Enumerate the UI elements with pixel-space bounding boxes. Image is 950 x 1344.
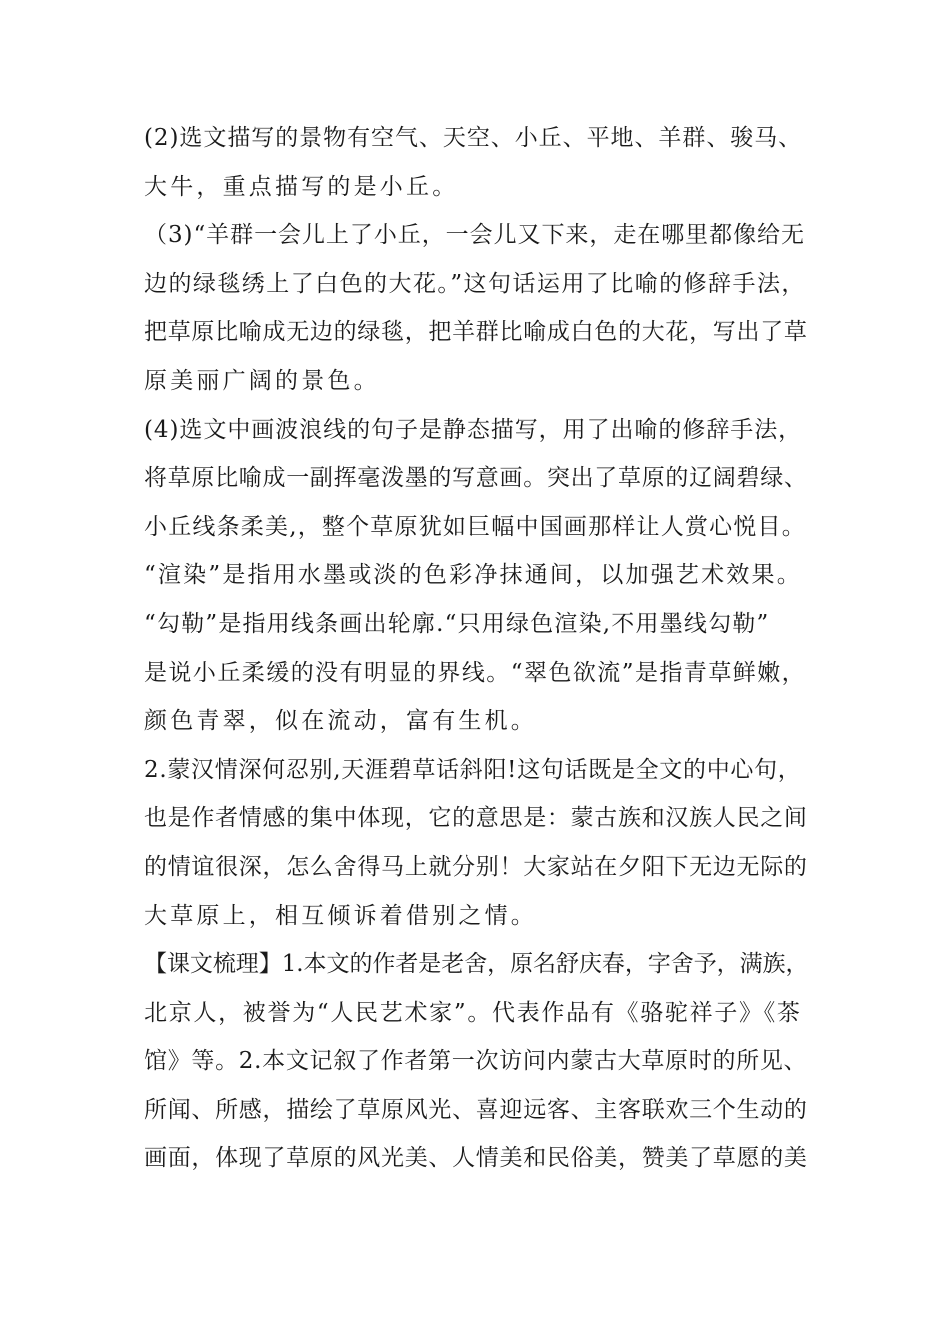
text-line: 所闻、所感，描绘了草原风光、喜迎远客、主客联欢三个生动的 <box>144 1096 808 1123</box>
text-line: 大牛，重点描写的是小丘。 <box>144 173 459 200</box>
text-line: 原美丽广阔的景色。 <box>144 367 380 394</box>
text-line: 北京人，被誉为“人民艺术家”。代表作品有《骆驼祥子》《茶 <box>144 999 802 1026</box>
text-line: “渲染”是指用水墨或淡的色彩净抹通间，以加强艺术效果。 <box>144 562 802 589</box>
text-line: (4)选文中画波浪线的句子是静态描写，用了出喻的修辞手法， <box>144 416 803 443</box>
text-line: 小丘线条柔美,，整个草原犹如巨幅中国画那样让人赏心悦目。 <box>144 513 806 540</box>
document-body <box>144 114 808 1183</box>
text-line: 大草原上，相互倾诉着借别之情。 <box>144 902 537 929</box>
text-line: “勾勒”是指用线条画出轮廓.“只用绿色渲染,不用墨线勾勒” <box>144 610 770 637</box>
text-line: 的情谊很深，怎么舍得马上就分别！大家站在夕阳下无边无际的 <box>144 853 808 880</box>
text-line: (2)选文描写的景物有空气、天空、小丘、平地、羊群、骏马、 <box>144 125 803 151</box>
text-line: 将草原比喻成一副挥毫泼墨的写意画。突出了草原的辽阔碧绿、 <box>144 465 808 492</box>
text-line: 颜色青翠，似在流动，富有生机。 <box>144 708 537 735</box>
text-line: 馆》等。2.本文记叙了作者第一次访问内蒙古大草原时的所见、 <box>144 1048 808 1075</box>
text-line: 边的绿毯绣上了白色的大花。”这句话运用了比喻的修辞手法， <box>144 270 806 297</box>
text-line: （3)“羊群一会儿上了小丘，一会儿又下来，走在哪里都像给无 <box>144 222 805 249</box>
text-line: 是说小丘柔缓的没有明显的界线。“翠色欲流”是指青草鲜嫩， <box>144 659 807 686</box>
text-line: 画面，体现了草原的风光美、人情美和民俗美，赞美了草愿的美 <box>144 1145 808 1172</box>
text-line: 把草原比喻成无边的绿毯，把羊群比喻成白色的大花，写出了草 <box>144 319 808 346</box>
text-line: 【课文梳理】1.本文的作者是老舍，原名舒庆春，字舍予，满族， <box>144 951 809 978</box>
text-line: 2.蒙汉情深何忍别,天涯碧草话斜阳!这句话既是全文的中心句， <box>144 756 802 783</box>
text-line: 也是作者情感的集中体现，它的意思是：蒙古族和汉族人民之间 <box>144 805 808 832</box>
